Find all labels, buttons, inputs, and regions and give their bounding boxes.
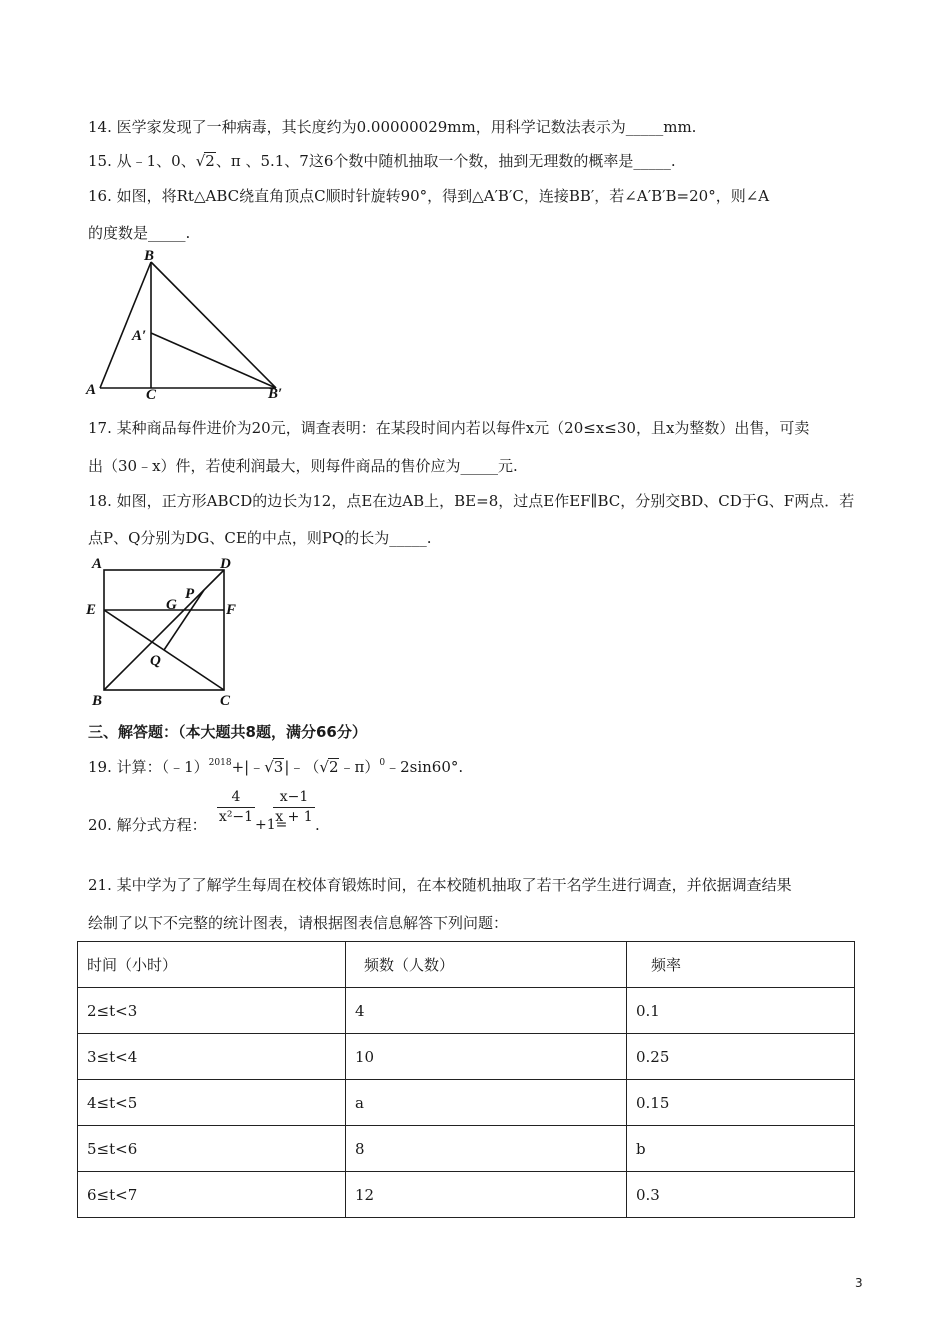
question-18-line-2: 点P、Q分别为DG、CE的中点，则PQ的长为_____. <box>88 529 432 547</box>
q20-period: . <box>315 816 320 834</box>
question-17-line-1: 17. 某种商品每件进价为20元，调查表明：在某段时间内若以每件x元（20≤x≤30，且x为整数）出售，可卖 <box>88 419 810 437</box>
table-cell: 2≤t<3 <box>78 988 346 1034</box>
q19-label: 19. 计算：（﹣1） <box>88 758 209 776</box>
table-cell: 3≤t<4 <box>78 1034 346 1080</box>
fig18-label-g: G <box>166 597 177 613</box>
q19-sqrt-2: 2 <box>328 758 339 776</box>
fig16-label-b: B <box>144 248 155 264</box>
fig18-label-b: B <box>92 693 103 709</box>
fig16-side-ab-prime <box>151 333 276 388</box>
question-15-sqrt: 2 <box>205 152 215 170</box>
table-cell: 6≤t<7 <box>78 1172 346 1218</box>
fig18-label-c: C <box>220 693 231 709</box>
fig18-label-p: P <box>185 586 195 602</box>
table-cell: 0.1 <box>627 988 855 1034</box>
fig16-side-ab <box>100 262 151 388</box>
table-cell: 12 <box>346 1172 627 1218</box>
table-header-frequency: 频率 <box>627 942 855 988</box>
q20-fraction-1 <box>217 789 255 825</box>
table-row <box>78 1034 855 1080</box>
fig16-label-a: A <box>86 382 97 398</box>
q19-part4: ﹣π） <box>339 758 380 776</box>
table-cell: 8 <box>346 1126 627 1172</box>
section-3-heading: 三、解答题：（本大题共8题，满分66分） <box>88 723 367 741</box>
q19-exponent: 2018 <box>208 758 232 768</box>
figure-18-square <box>82 552 252 710</box>
question-15-text-after: 、π 、5.1、7这6个数中随机抽取一个数，抽到无理数的概率是_____. <box>215 152 676 170</box>
q19-part2: +|﹣ <box>231 758 265 776</box>
q19-part3: |﹣（ <box>284 758 320 776</box>
table-header-row <box>78 942 855 988</box>
q20-frac2-denominator: x + 1 <box>275 809 313 825</box>
q20-fraction-2 <box>273 789 315 825</box>
sqrt-symbol: √ <box>195 152 206 170</box>
page-number: 3 <box>855 1276 863 1290</box>
q20-frac2-numerator: x−1 <box>273 789 315 808</box>
q19-sqrt-3: 3 <box>273 758 284 776</box>
fig16-label-c: C <box>146 387 157 403</box>
table-cell: 0.25 <box>627 1034 855 1080</box>
question-21-line-2: 绘制了以下不完整的统计图表，请根据图表信息解答下列问题： <box>88 914 509 932</box>
q20-frac1-denominator: x²−1 <box>218 809 254 825</box>
fig18-label-q: Q <box>150 653 161 669</box>
figure-16-triangle <box>80 248 300 404</box>
question-20-label: 20. 解分式方程： <box>88 816 207 834</box>
fig16-label-a-prime: A′ <box>132 328 147 344</box>
table-row <box>78 988 855 1034</box>
question-18-line-1: 18. 如图，正方形ABCD的边长为12，点E在边AB上，BE=8，过点E作EF∥BC，分别交BD、CD于G、F两点．若 <box>88 492 855 510</box>
table-header-count: 频数（人数） <box>346 942 627 988</box>
q20-plus-one: +1= <box>255 817 288 833</box>
fig18-diagonal-bd <box>104 570 224 690</box>
table-cell: 10 <box>346 1034 627 1080</box>
fig18-label-f: F <box>226 602 237 618</box>
fig16-side-bb <box>151 262 276 388</box>
fig18-label-a: A <box>92 556 103 572</box>
table-row <box>78 1126 855 1172</box>
q19-part5: ﹣2sin60°. <box>385 758 464 776</box>
table-row <box>78 1080 855 1126</box>
table-cell: 4≤t<5 <box>78 1080 346 1126</box>
question-21-line-1: 21. 某中学为了了解学生每周在校体育锻炼时间，在本校随机抽取了若干名学生进行调查，并依据调查结果 <box>88 876 792 894</box>
table-cell: 5≤t<6 <box>78 1126 346 1172</box>
question-15-text-before: 15. 从﹣1、0、 <box>88 152 196 170</box>
table-cell: 0.15 <box>627 1080 855 1126</box>
sqrt-symbol: √ <box>264 758 274 776</box>
table-cell: a <box>346 1080 627 1126</box>
question-16-line-2: 的度数是_____. <box>88 224 191 242</box>
frequency-table <box>77 941 855 1218</box>
fig18-label-d: D <box>220 556 231 572</box>
table-cell: 4 <box>346 988 627 1034</box>
question-15 <box>88 151 676 171</box>
q20-frac1-numerator: 4 <box>217 789 255 808</box>
table-cell: 0.3 <box>627 1172 855 1218</box>
question-14: 14. 医学家发现了一种病毒，其长度约为0.00000029mm，用科学记数法表示为_____mm. <box>88 118 697 136</box>
table-row <box>78 1172 855 1218</box>
table-header-time: 时间（小时） <box>78 942 346 988</box>
sqrt-symbol: √ <box>319 758 329 776</box>
fig18-label-e: E <box>86 602 97 618</box>
question-16-line-1: 16. 如图，将Rt△ABC绕直角顶点C顺时针旋转90°，得到△A′B′C，连接BB′，若∠A′B′B=20°，则∠A <box>88 187 770 205</box>
question-17-line-2: 出（30﹣x）件，若使利润最大，则每件商品的售价应为_____元. <box>88 457 518 475</box>
fig16-label-b-prime: B′ <box>268 386 283 402</box>
table-cell: b <box>627 1126 855 1172</box>
question-19 <box>88 757 463 780</box>
q19-exponent-0: 0 <box>379 758 386 768</box>
